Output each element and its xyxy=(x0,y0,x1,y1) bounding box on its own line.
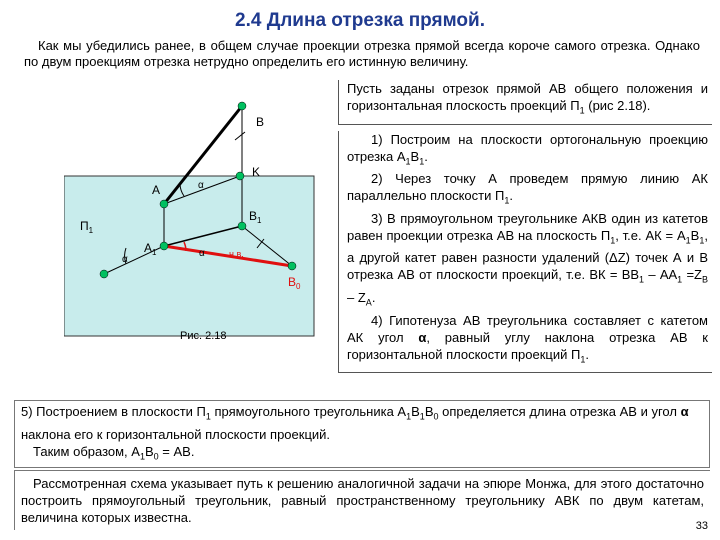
right-column xyxy=(338,80,712,373)
label-a: A xyxy=(152,183,161,197)
step-4: 4) Гипотенуза АВ треугольника составляет с катетом АК угол α, равный углу наклона отрезка АВ к горизонтальной плоскости проекций $П_1$. xyxy=(347,312,708,365)
point-a1 xyxy=(160,242,168,250)
label-plane: $П_1$ xyxy=(80,219,94,235)
plane-p1 xyxy=(64,176,314,336)
label-b1: $B_1$ xyxy=(249,209,262,225)
point-left xyxy=(100,270,108,278)
page-number: 33 xyxy=(695,520,708,532)
label-alpha-2: α xyxy=(122,254,128,265)
label-nv: н.в. xyxy=(229,249,244,259)
label-b0: $B_0$ xyxy=(288,275,301,291)
intro-paragraph xyxy=(24,38,700,70)
paragraph-intro-right xyxy=(338,80,712,125)
right-p0: Пусть заданы отрезок прямой АВ общего положения и горизонтальная плоскость проекций П xyxy=(347,81,708,113)
conclusion-box xyxy=(14,400,710,468)
final-text: Рассмотренная схема указывает путь к решению аналогичной задачи на эпюре Монжа, для этого достаточно построить прямоугольный треугольник, равный пространственному треугольнику АВК по двум катетам, величина которых известна. xyxy=(21,476,704,525)
step-1: 1) Построим на плоскости ортогональную проекцию отрезка $А_1В_1$. xyxy=(347,131,708,167)
label-alpha-1: α xyxy=(198,180,204,191)
point-a xyxy=(160,200,168,208)
right-p0-sub: 1 xyxy=(579,105,585,116)
label-a1: $A_1$ xyxy=(144,241,157,257)
step-2: 2) Через точку А проведем прямую линию АК параллельно плоскости $П_1$. xyxy=(347,171,708,206)
figure-2-18 xyxy=(64,96,328,352)
step-3: 3) В прямоугольном треугольнике АКВ один из катетов равен проекции отрезка АВ на плоскость $П_1$, т.е. АК = $А_1В_1$, а другой катет равен разности удалений (ΔZ) точек А и В отрезка АВ от плоскости проекций, т.е. ВК = $ВВ_1 - АА_1 =Z_B - Z_A$. xyxy=(347,210,709,308)
label-k: K xyxy=(252,165,261,179)
final-paragraph xyxy=(14,470,710,530)
point-b1 xyxy=(238,222,246,230)
page-title: 2.4 Длина отрезка прямой. xyxy=(235,10,485,31)
label-alpha-3: α xyxy=(199,248,205,259)
label-b: B xyxy=(256,115,265,129)
point-b xyxy=(238,102,246,110)
conclusion-result: Таким образом, $А_1В_0$ = АВ. xyxy=(33,443,195,462)
right-p0-end: (рис 2.18). xyxy=(584,98,651,113)
steps-block xyxy=(338,131,712,374)
tick-bk xyxy=(235,132,245,140)
point-k xyxy=(236,172,244,180)
figure-caption: Рис. 2.18 xyxy=(180,330,227,342)
point-b0 xyxy=(288,262,296,270)
conclusion-step-5: 5) Построением в плоскости $П_1$ прямоугольного треугольника $А_1В_1В_0$ определяется длина отрезка АВ и угол α наклона его к горизонтальной плоскости проекций. xyxy=(21,404,689,442)
intro-text: Как мы убедились ранее, в общем случае проекции отрезка прямой всегда короче самого отрезка. Однако по двум проекциям отрезка нетрудно определить его истинную величину. xyxy=(24,38,700,69)
figure-svg xyxy=(64,96,328,352)
